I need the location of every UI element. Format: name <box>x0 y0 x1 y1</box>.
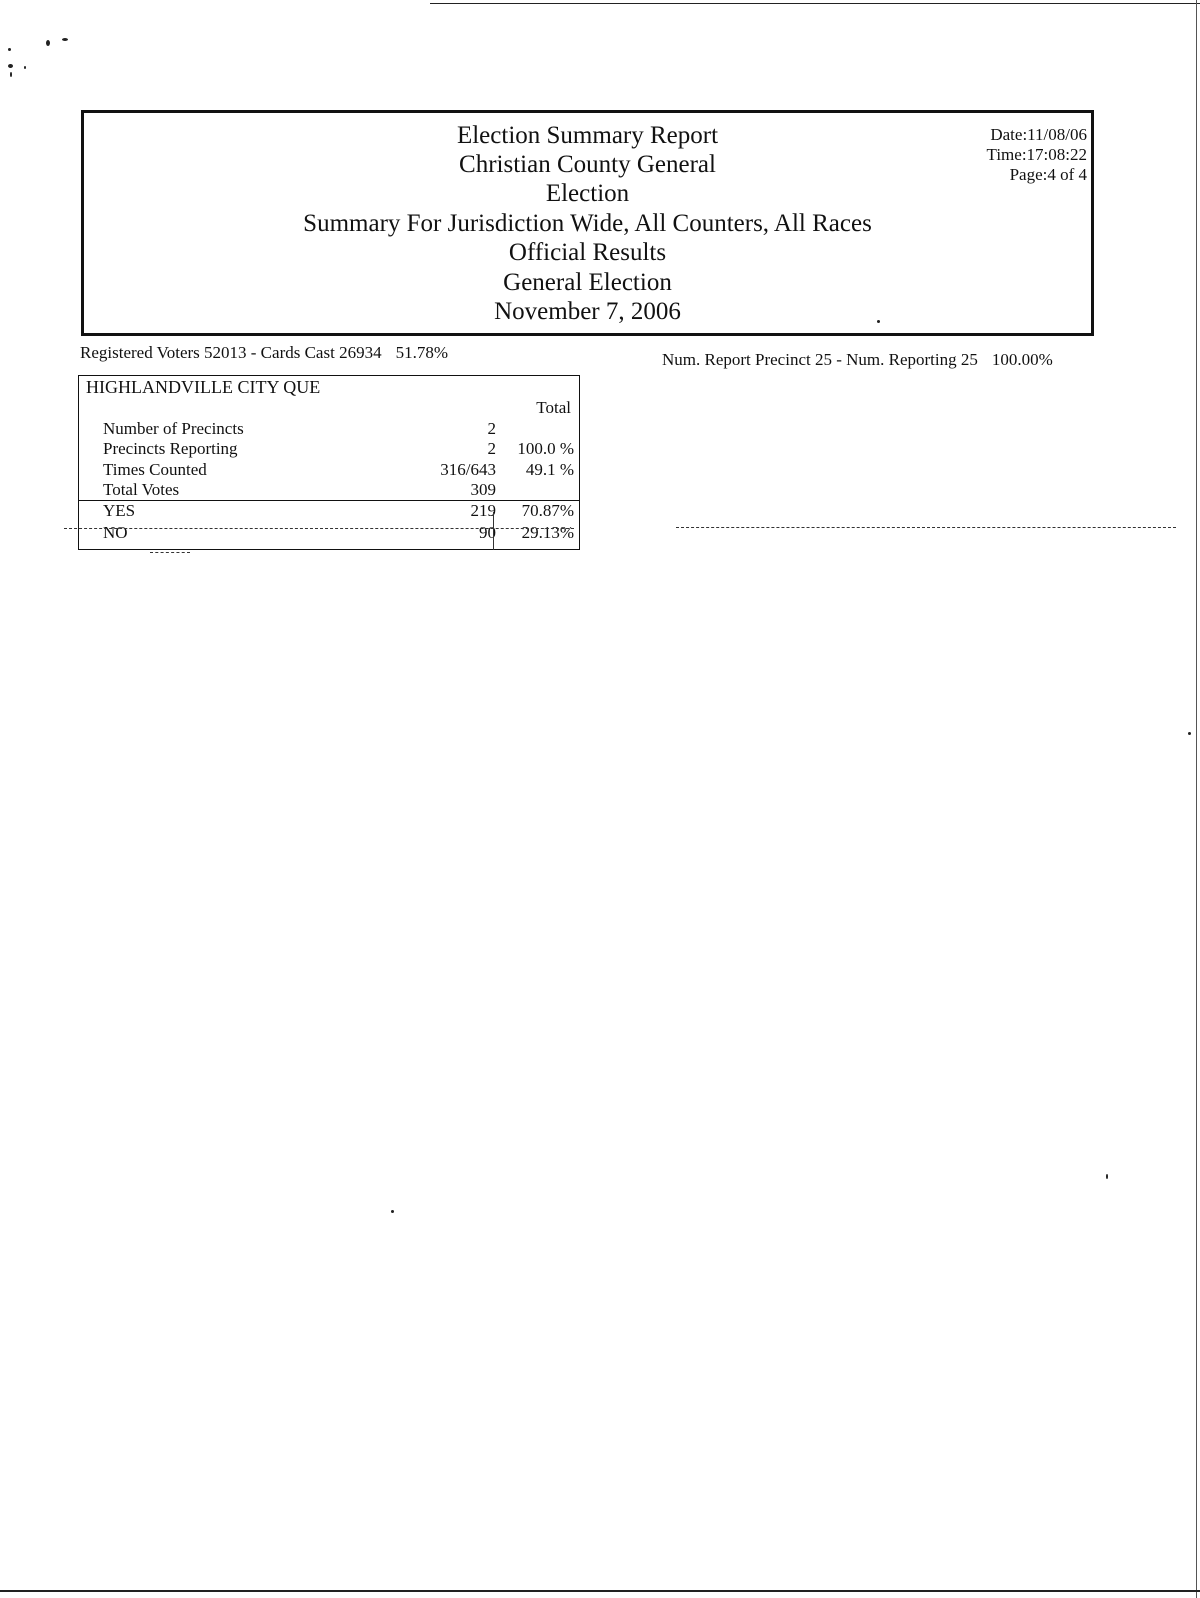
scan-speck <box>62 38 68 41</box>
precinct-reporting-percent: 100.00% <box>991 350 1053 369</box>
report-county: Christian County General <box>459 151 716 178</box>
report-election-type: General Election <box>503 269 672 296</box>
scan-dashed-line <box>64 528 574 529</box>
report-header-box <box>81 110 1094 336</box>
race-title: HIGHLANDVILLE CITY QUE <box>86 377 321 397</box>
scan-right-edge <box>1196 0 1197 1598</box>
row-value: 309 <box>470 480 496 499</box>
choice-percent: 29.13% <box>521 523 574 542</box>
choice-label: NO <box>103 523 128 542</box>
percent-cell-border <box>493 512 494 550</box>
scan-speck <box>8 48 11 51</box>
row-percent: 49.1 % <box>525 460 574 479</box>
table-row <box>79 439 579 459</box>
total-column-header: Total <box>536 398 571 417</box>
scan-speck <box>8 64 13 68</box>
scan-top-edge <box>430 3 1200 4</box>
scan-speck <box>1188 732 1191 735</box>
scan-bottom-edge <box>0 1590 1200 1592</box>
scan-speck <box>1106 1174 1108 1179</box>
report-election-date: November 7, 2006 <box>494 298 681 325</box>
choice-row-no <box>79 523 579 543</box>
table-row <box>79 460 579 480</box>
choice-votes: 90 <box>479 523 496 542</box>
report-title: Election Summary Report <box>456 122 719 149</box>
row-label: Times Counted <box>103 460 207 479</box>
choice-label: YES <box>103 501 136 520</box>
turnout-percent: 51.78% <box>395 343 448 362</box>
registered-voters-line <box>80 343 448 363</box>
scan-speck <box>46 40 50 46</box>
report-meta <box>987 125 1087 185</box>
report-status: Official Results <box>508 239 667 266</box>
report-scope: Summary For Jurisdiction Wide, All Counters, All Races <box>303 210 872 237</box>
race-results-box <box>78 375 580 550</box>
row-label: Total Votes <box>103 480 180 499</box>
scan-speck <box>391 1210 394 1213</box>
registered-voters-text: Registered Voters 52013 - Cards Cast 26934 <box>80 343 382 362</box>
report-date: Date:11/08/06 <box>990 125 1087 144</box>
scan-dashed-line <box>150 552 190 553</box>
row-label: Number of Precincts <box>103 419 244 438</box>
table-row <box>79 480 579 500</box>
report-time: Time:17:08:22 <box>986 145 1087 164</box>
choice-votes: 219 <box>470 501 496 520</box>
choice-percent: 70.87% <box>521 501 574 520</box>
row-value: 2 <box>487 419 496 438</box>
precinct-reporting-text: Num. Report Precinct 25 - Num. Reporting 25 <box>662 350 978 369</box>
report-election-word: Election <box>545 180 630 207</box>
row-value: 316/643 <box>440 460 496 479</box>
choice-row-yes <box>79 501 579 521</box>
precinct-reporting-line <box>662 350 1053 370</box>
scan-dashed-line <box>676 527 1176 528</box>
row-percent: 100.0 % <box>517 439 574 458</box>
row-value: 2 <box>487 439 496 458</box>
report-page: Page:4 of 4 <box>1009 165 1087 184</box>
scan-speck <box>24 66 26 69</box>
table-row <box>79 419 579 439</box>
row-label: Precincts Reporting <box>103 439 238 458</box>
scan-speck <box>10 72 12 77</box>
